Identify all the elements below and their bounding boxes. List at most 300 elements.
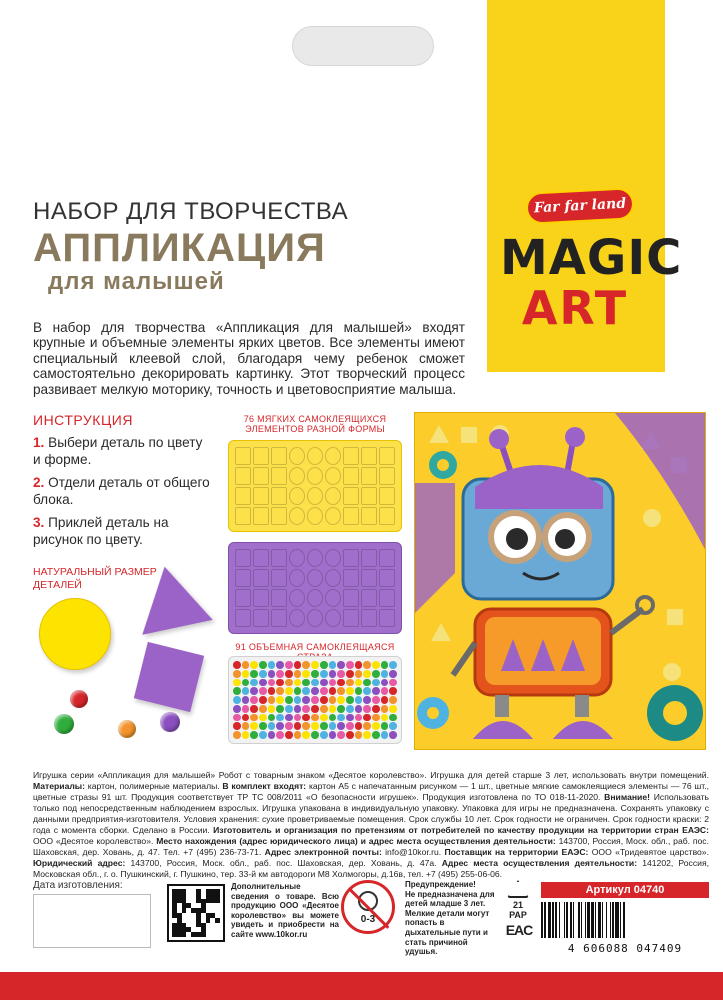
sticker-cell	[325, 589, 341, 607]
sticker-cell	[253, 487, 269, 505]
sticker-cell	[379, 589, 395, 607]
gem-dot	[329, 705, 337, 713]
qr-module	[215, 932, 220, 937]
purple-square-piece	[134, 642, 204, 712]
gem-dot	[285, 670, 293, 678]
robot-picture	[414, 412, 706, 750]
gem-dot	[276, 670, 284, 678]
gem-dot	[311, 687, 319, 695]
purple-triangle-piece	[129, 559, 212, 635]
gem-dot	[329, 661, 337, 669]
gem-dot	[389, 714, 397, 722]
gem-dot	[320, 687, 328, 695]
gem-dot	[294, 722, 302, 730]
recycle-number: 21	[512, 900, 523, 910]
gem-dot	[259, 679, 267, 687]
gem-dot	[346, 670, 354, 678]
gem-dot	[337, 722, 345, 730]
gem-dot	[285, 696, 293, 704]
gem-dot	[233, 679, 241, 687]
sticker-cell	[325, 549, 341, 567]
gem-dot	[294, 731, 302, 739]
barcode	[541, 902, 709, 946]
gem-dot	[372, 714, 380, 722]
gem-dot	[381, 661, 389, 669]
sticker-cell	[289, 447, 305, 465]
gem-dot	[372, 679, 380, 687]
gem-dot	[302, 661, 310, 669]
sticker-cell	[253, 447, 269, 465]
footer	[33, 880, 709, 980]
gem-dot	[363, 670, 371, 678]
recycle-mark	[505, 880, 531, 920]
gem-dot	[259, 661, 267, 669]
gem-dot	[233, 687, 241, 695]
step-text: Отдели деталь от общего блока.	[33, 475, 210, 507]
robot-illustration	[415, 413, 706, 750]
gem-dot	[302, 679, 310, 687]
sticker-cell	[379, 609, 395, 627]
step-text: Приклей деталь на рисунок по цвету.	[33, 515, 169, 547]
yellow-sticker-sheet	[228, 440, 402, 532]
gem-dot	[302, 696, 310, 704]
manufacture-date-label: Дата изготовления:	[33, 880, 123, 891]
gem-dot	[355, 679, 363, 687]
gem-dot	[363, 661, 371, 669]
sticker-cell	[307, 487, 323, 505]
eac-mark: EAC	[505, 922, 533, 938]
gem-dot	[355, 705, 363, 713]
sticker-cell	[361, 507, 377, 525]
sticker-cell	[343, 589, 359, 607]
sticker-cell	[325, 507, 341, 525]
gem-dot	[285, 731, 293, 739]
gem-dot	[381, 705, 389, 713]
gem-dot	[259, 705, 267, 713]
gem-dot	[311, 670, 319, 678]
gem-dot	[276, 687, 284, 695]
sticker-cell	[271, 507, 287, 525]
sticker-cell	[253, 589, 269, 607]
instructions-list	[33, 434, 211, 554]
gem-dot	[311, 731, 319, 739]
warning-block	[405, 880, 497, 957]
sticker-cell	[343, 507, 359, 525]
sticker-cell	[361, 609, 377, 627]
gem-dot	[320, 722, 328, 730]
sticker-cell	[253, 467, 269, 485]
gem-dot	[372, 696, 380, 704]
sticker-cell	[271, 487, 287, 505]
gem-dot	[302, 670, 310, 678]
gem-dot	[242, 661, 250, 669]
soft-elements-label: 76 МЯГКИХ САМОКЛЕЯЩИХСЯ ЭЛЕМЕНТОВ РАЗНОЙ ФОРМЫ	[243, 414, 387, 434]
logo-art: ART	[521, 281, 629, 335]
gem-dot	[233, 661, 241, 669]
red-base-strip	[0, 972, 723, 1000]
gem-dot	[346, 705, 354, 713]
sticker-cell	[361, 447, 377, 465]
gem-dot	[337, 670, 345, 678]
info-standard: Продукция соответствует ТР ТС 008/2011 «О безопасности игрушек». Продукция изготовлена по ТО 018-11-2020.	[131, 792, 601, 802]
magic-art-logo	[500, 230, 683, 335]
sticker-cell	[325, 609, 341, 627]
gem-dot	[372, 661, 380, 669]
info-email: info@10kor.ru.	[385, 847, 442, 857]
age-mark: 0-3	[360, 914, 376, 925]
gem-dot	[320, 679, 328, 687]
gem-dot	[276, 705, 284, 713]
step-number: 2.	[33, 475, 45, 490]
sticker-cell	[235, 569, 251, 587]
gem-dot	[355, 714, 363, 722]
gem-dot	[259, 714, 267, 722]
gem-dot	[337, 731, 345, 739]
gem-dot	[268, 731, 276, 739]
instructions-title: ИНСТРУКЦИЯ	[33, 412, 133, 428]
sticker-cell	[361, 549, 377, 567]
gem-dot	[363, 696, 371, 704]
info-activity: 141202, Россия, Московская обл., г. о. Пушкинский, г. Пушкино, тер. 33-й км автодороги М8 Холмогоры, д.16в, тел. +7 (495) 255-06-06.	[33, 858, 709, 879]
gem-dot	[311, 722, 319, 730]
gem-dot	[276, 696, 284, 704]
sticker-cell	[289, 487, 305, 505]
sticker-cell	[271, 569, 287, 587]
sticker-cell	[325, 447, 341, 465]
gem-dot	[259, 696, 267, 704]
gem-dot	[302, 687, 310, 695]
gem-dot	[250, 731, 258, 739]
gem-dot	[233, 696, 241, 704]
gem-dot	[259, 722, 267, 730]
warning-title: Предупреждение!	[405, 880, 476, 889]
gem-dot	[389, 705, 397, 713]
sticker-cell	[379, 549, 395, 567]
sticker-cell	[253, 507, 269, 525]
gem-dot	[250, 714, 258, 722]
gem-dot	[294, 661, 302, 669]
sticker-cell	[235, 447, 251, 465]
sticker-cell	[271, 467, 287, 485]
gem-dot	[242, 705, 250, 713]
barcode-number: 4 606088 047409	[567, 942, 683, 955]
sticker-cell	[379, 569, 395, 587]
gem-dot	[389, 670, 397, 678]
gem-grid	[233, 661, 397, 739]
gem-dot	[337, 679, 345, 687]
gem-dot	[363, 679, 371, 687]
sticker-cell	[343, 467, 359, 485]
gem-dot	[320, 696, 328, 704]
instruction-step	[33, 514, 211, 548]
gem-dot	[389, 679, 397, 687]
gem-dot	[294, 714, 302, 722]
gem-dot	[372, 705, 380, 713]
sticker-cell	[325, 569, 341, 587]
sticker-cell	[343, 447, 359, 465]
gem-dot	[320, 705, 328, 713]
sticker-cell	[271, 549, 287, 567]
gem-dot	[302, 722, 310, 730]
gem-dot	[242, 731, 250, 739]
gem-dot	[329, 731, 337, 739]
info-location-label: Место нахождения (адрес юридического лица) и адрес места осуществления деятельности:	[156, 836, 556, 846]
gem-dot	[363, 731, 371, 739]
gem-dot	[381, 687, 389, 695]
gem-dot	[329, 696, 337, 704]
sticker-cell	[379, 507, 395, 525]
gem-dot	[389, 722, 397, 730]
gem-dot	[311, 661, 319, 669]
gem-dot	[302, 731, 310, 739]
gem-dot	[329, 722, 337, 730]
gem-dot	[250, 661, 258, 669]
sticker-cell	[343, 487, 359, 505]
gem-dot	[285, 687, 293, 695]
gem-dot	[355, 722, 363, 730]
gem-dot	[320, 714, 328, 722]
info-intro: Игрушка серии «Аппликация для малышей» Робот с товарным знаком «Десятое королевство». Игрушка для детей старше 3 лет, использовать внутри помещений.	[33, 770, 709, 780]
sticker-cell	[307, 467, 323, 485]
info-maker: ООО «Десятое королевство».	[33, 836, 154, 846]
instruction-step	[33, 474, 211, 508]
gem-dot	[268, 696, 276, 704]
gem-dot	[381, 731, 389, 739]
gem-dot	[250, 705, 258, 713]
sticker-cell	[271, 447, 287, 465]
info-materials: картон, полимерные материалы.	[87, 781, 220, 791]
gem-dot	[268, 714, 276, 722]
sticker-cell	[235, 507, 251, 525]
sticker-cell	[307, 447, 323, 465]
info-kit: картон А5 с напечатанным рисунком — 1 шт., цветные мягкие самоклеящиеся элементы — 76 шт., цветные стразы 91 шт.	[33, 781, 710, 802]
gem-dot	[329, 714, 337, 722]
gem-dot	[268, 679, 276, 687]
title-sub: для малышей	[48, 268, 225, 295]
gem-dot	[302, 705, 310, 713]
info-location: 143700, Россия, Моск. обл., раб. пос. Шаховская, дер. Ховань, д. 47. Тел. +7 (495) 236-73-71.	[33, 836, 709, 857]
title-kit: НАБОР ДЛЯ ТВОРЧЕСТВА	[33, 198, 349, 225]
gem-dot	[389, 731, 397, 739]
sticker-cell	[235, 487, 251, 505]
instruction-step	[33, 434, 211, 468]
product-description: В набор для творчества «Аппликация для малышей» входят крупные и объемные элементы ярких цветов. Все элементы имеют специальный клеевой слой, благодаря чему ребенок сможет самостоятельно декорировать картинку. Этот творческий процесс развивает мелкую моторику, точность и цветовосприятие малыша.	[33, 320, 465, 397]
sticker-cell	[325, 467, 341, 485]
brand-badge-text: Far far land	[533, 195, 627, 217]
sticker-cell	[235, 467, 251, 485]
sticker-cell	[325, 487, 341, 505]
gem-dot	[337, 661, 345, 669]
sticker-cell	[361, 589, 377, 607]
sticker-cell	[379, 487, 395, 505]
gem-dot	[363, 714, 371, 722]
info-materials-label: Материалы:	[33, 781, 86, 791]
gem-dot	[337, 705, 345, 713]
gem-dot	[337, 696, 345, 704]
logo-magic: MAGIC	[500, 230, 683, 286]
gem-dot	[337, 687, 345, 695]
gem-dot	[320, 670, 328, 678]
gem-dot	[381, 696, 389, 704]
gem-dot	[276, 731, 284, 739]
sticker-cell	[235, 609, 251, 627]
gem-dot	[355, 661, 363, 669]
info-activity-label: Адрес места осуществления деятельности:	[441, 858, 638, 868]
yellow-circle-piece	[39, 598, 111, 670]
orange-gem	[118, 720, 136, 738]
gem-dot	[294, 696, 302, 704]
gem-dot	[346, 696, 354, 704]
info-email-label: Адрес электронной почты:	[264, 847, 382, 857]
gem-dot	[276, 661, 284, 669]
info-legal: 143700, Россия, Моск. обл., раб. пос. Шаховская, дер. Ховань, д. 47а.	[130, 858, 437, 868]
gem-dot	[276, 722, 284, 730]
gem-dot	[285, 661, 293, 669]
hang-hole	[292, 26, 434, 66]
gem-dot	[268, 687, 276, 695]
info-kit-label: В комплект входят:	[222, 781, 307, 791]
step-text: Выбери деталь по цвету и форме.	[33, 435, 203, 467]
gem-dot	[346, 714, 354, 722]
natural-size-label: НАТУРАЛЬНЫЙ РАЗМЕР ДЕТАЛЕЙ	[33, 566, 157, 591]
gem-dot	[294, 687, 302, 695]
manufacture-date-box	[33, 894, 151, 948]
purple-sticker-sheet	[228, 542, 402, 634]
gem-dot	[381, 679, 389, 687]
gem-dot	[355, 696, 363, 704]
gem-dot	[311, 705, 319, 713]
gem-dot	[250, 670, 258, 678]
step-number: 3.	[33, 515, 45, 530]
sticker-grid	[235, 447, 395, 525]
gem-dot	[311, 679, 319, 687]
info-supplier-label: Поставщик на территории ЕАЭС:	[444, 847, 589, 857]
sticker-cell	[307, 589, 323, 607]
purple-gem	[160, 712, 180, 732]
sticker-cell	[289, 549, 305, 567]
gems-label: 91 ОБЪЕМНАЯ САМОКЛЕЯЩАЯСЯ	[235, 642, 395, 652]
age-restriction-icon	[341, 880, 395, 934]
sticker-cell	[289, 507, 305, 525]
gem-dot	[250, 722, 258, 730]
gem-dot	[372, 731, 380, 739]
gem-dot	[346, 679, 354, 687]
gem-dot	[268, 705, 276, 713]
gem-dot	[355, 670, 363, 678]
gem-dot	[320, 661, 328, 669]
extra-info-text: Дополнительные сведения о товаре. Всю продукцию ООО «Десятое королевство» вы можете увидеть и приобрести на сайте www.10kor.ru	[231, 882, 339, 939]
gem-dot	[285, 714, 293, 722]
gem-dot	[259, 687, 267, 695]
sticker-cell	[361, 569, 377, 587]
gem-sheet	[228, 656, 402, 744]
sticker-cell	[343, 569, 359, 587]
sticker-grid	[235, 549, 395, 627]
sticker-cell	[307, 549, 323, 567]
warning-text: Не предназначена для детей младше 3 лет. Мелкие детали могут попасть в дыхательные пути и стать причиной удушья.	[405, 889, 495, 957]
sticker-cell	[379, 447, 395, 465]
info-legal-label: Юридический адрес:	[33, 858, 126, 868]
gem-dot	[302, 714, 310, 722]
sticker-cell	[343, 549, 359, 567]
gem-dot	[381, 722, 389, 730]
sticker-cell	[307, 609, 323, 627]
sticker-cell	[361, 487, 377, 505]
gem-dot	[389, 661, 397, 669]
gem-dot	[346, 687, 354, 695]
gem-dot	[242, 687, 250, 695]
gem-dot	[355, 687, 363, 695]
gem-dot	[250, 687, 258, 695]
gem-dot	[329, 679, 337, 687]
gem-dot	[346, 661, 354, 669]
sticker-cell	[361, 467, 377, 485]
sticker-cell	[289, 589, 305, 607]
gem-dot	[363, 687, 371, 695]
sticker-cell	[271, 589, 287, 607]
gem-dot	[250, 696, 258, 704]
sticker-cell	[253, 549, 269, 567]
sticker-cell	[289, 609, 305, 627]
sticker-cell	[289, 569, 305, 587]
gem-dot	[276, 679, 284, 687]
info-attention-label: Внимание!	[604, 792, 650, 802]
gem-dot	[233, 714, 241, 722]
gem-dot	[268, 661, 276, 669]
recycle-code: PAP	[509, 910, 527, 920]
gem-dot	[389, 687, 397, 695]
info-supplier: ООО «Тридевятое царство».	[591, 847, 709, 857]
gem-dot	[242, 696, 250, 704]
gem-dot	[268, 722, 276, 730]
title-main: АППЛИКАЦИЯ	[33, 226, 326, 270]
sticker-cell	[307, 507, 323, 525]
gem-dot	[242, 670, 250, 678]
sticker-cell	[253, 609, 269, 627]
sticker-cell	[343, 609, 359, 627]
gem-dot	[276, 714, 284, 722]
gem-dot	[389, 696, 397, 704]
green-gem	[54, 714, 74, 734]
gem-dot	[311, 714, 319, 722]
qr-pattern	[172, 889, 220, 937]
gem-dot	[233, 731, 241, 739]
gem-dot	[329, 687, 337, 695]
gem-dot	[285, 705, 293, 713]
legal-info	[33, 770, 709, 880]
gem-dot	[311, 696, 319, 704]
sticker-cell	[235, 549, 251, 567]
article-number: Артикул 04740	[541, 882, 709, 898]
gem-dot	[250, 679, 258, 687]
sticker-cell	[253, 569, 269, 587]
info-maker-label: Изготовитель и организация по претензиям от потребителей по качеству продукции на территории стран ЕАЭС:	[213, 825, 709, 835]
gem-dot	[355, 731, 363, 739]
gem-dot	[381, 714, 389, 722]
gem-dot	[268, 670, 276, 678]
sticker-cell	[379, 467, 395, 485]
gem-dot	[285, 722, 293, 730]
gem-dot	[329, 670, 337, 678]
gem-dot	[294, 679, 302, 687]
brand-badge	[525, 187, 635, 225]
gem-dot	[346, 722, 354, 730]
gem-dot	[233, 722, 241, 730]
sticker-cell	[307, 569, 323, 587]
gem-dot	[346, 731, 354, 739]
step-number: 1.	[33, 435, 45, 450]
gem-dot	[337, 714, 345, 722]
